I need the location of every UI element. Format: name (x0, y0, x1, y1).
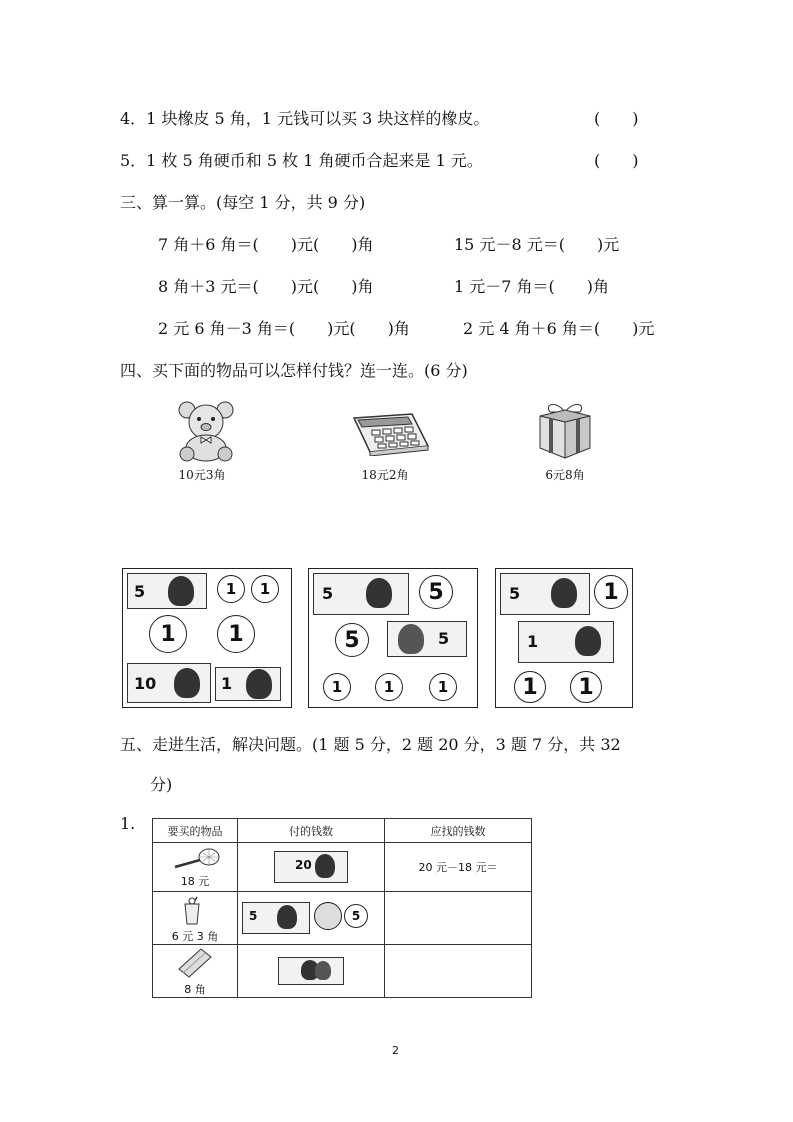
section4-title: 四、买下面的物品可以怎样付钱？连一连。(6 分) (120, 361, 468, 380)
one-jiao-coin: 1 (217, 575, 245, 603)
section3-title: 三、算一算。(每空 1 分，共 9 分) (120, 193, 366, 212)
calc-row1-left: 7 角＋6 角＝( )元( )角 (158, 235, 374, 254)
shopping-table (152, 818, 532, 998)
calculator-icon[interactable] (350, 410, 430, 456)
table-row (153, 945, 532, 998)
change-answer-cell[interactable]: 20 元－18 元＝ (385, 843, 532, 892)
header-change: 应找的钱数 (385, 819, 532, 843)
gift-box-icon[interactable] (536, 398, 594, 460)
header-item: 要买的物品 (153, 819, 238, 843)
five-jiao-coin: 5 (419, 575, 453, 609)
item-price: 18 元 (180, 875, 210, 888)
one-yuan-coin: 1 (594, 575, 628, 609)
calc-row3-left: 2 元 6 角－3 角＝( )元( )角 (158, 319, 410, 338)
one-jiao-coin: 1 (375, 673, 403, 701)
one-yuan-note (278, 957, 344, 985)
question-1-label: 1. (120, 814, 136, 833)
item-price: 6 元 3 角 (171, 930, 219, 943)
one-yuan-coin: 1 (217, 615, 255, 653)
judge-question-4: 4．1 块橡皮 5 角，1 元钱可以买 3 块这样的橡皮。 (120, 109, 490, 128)
ten-yuan-note: 10 (127, 663, 211, 703)
five-yuan-note: 5 (313, 573, 409, 615)
five-jiao-coin: 5 (335, 623, 369, 657)
bear-price: 10元3角 (178, 468, 226, 482)
money-group-1[interactable] (122, 568, 292, 708)
item-price: 8 角 (184, 983, 206, 996)
section5-title-cont: 分) (150, 775, 173, 794)
twenty-yuan-note: 20 (274, 851, 348, 883)
page-number: 2 (392, 1044, 399, 1057)
badminton-racket-icon (173, 847, 221, 869)
drink-cup-icon (181, 896, 203, 926)
table-row (153, 892, 532, 945)
answer-paren-5[interactable]: ( ) (594, 151, 639, 170)
money-group-3[interactable] (495, 568, 633, 708)
one-yuan-coin: 1 (149, 615, 187, 653)
calc-row1-right: 15 元－8 元＝( )元 (454, 235, 620, 254)
one-yuan-note: 1 (215, 667, 281, 701)
one-jiao-coin: 1 (429, 673, 457, 701)
one-yuan-note: 1 (518, 621, 614, 663)
teddy-bear-icon[interactable] (175, 400, 237, 462)
money-group-2[interactable] (308, 568, 478, 708)
five-yuan-note: 5 (242, 902, 310, 934)
header-paid: 付的钱数 (238, 819, 385, 843)
one-yuan-coin: 1 (514, 671, 546, 703)
one-jiao-coin: 1 (251, 575, 279, 603)
change-answer-cell[interactable] (385, 945, 532, 998)
answer-paren-4[interactable]: ( ) (594, 109, 639, 128)
calculator-price: 18元2角 (361, 468, 409, 482)
five-yuan-note: 5 (500, 573, 590, 615)
eraser-icon (177, 947, 213, 979)
calc-row2-left: 8 角＋3 元＝( )元( )角 (158, 277, 374, 296)
one-jiao-coin: 1 (323, 673, 351, 701)
judge-question-5: 5．1 枚 5 角硬币和 5 枚 1 角硬币合起来是 1 元。 (120, 151, 483, 170)
table-row (153, 843, 532, 892)
five-jiao-coin: 5 (344, 904, 368, 928)
section5-title: 五、走进生活，解决问题。(1 题 5 分，2 题 20 分，3 题 7 分，共 32 (120, 735, 621, 754)
one-yuan-coin: 1 (570, 671, 602, 703)
five-yuan-note: 5 (127, 573, 207, 609)
five-jiao-note: 5 (387, 621, 467, 657)
gift-price: 6元8角 (545, 468, 585, 482)
calc-row3-right: 2 元 4 角＋6 角＝( )元 (463, 319, 655, 338)
calc-row2-right: 1 元－7 角＝( )角 (454, 277, 610, 296)
change-answer-cell[interactable] (385, 892, 532, 945)
coin (314, 902, 342, 930)
